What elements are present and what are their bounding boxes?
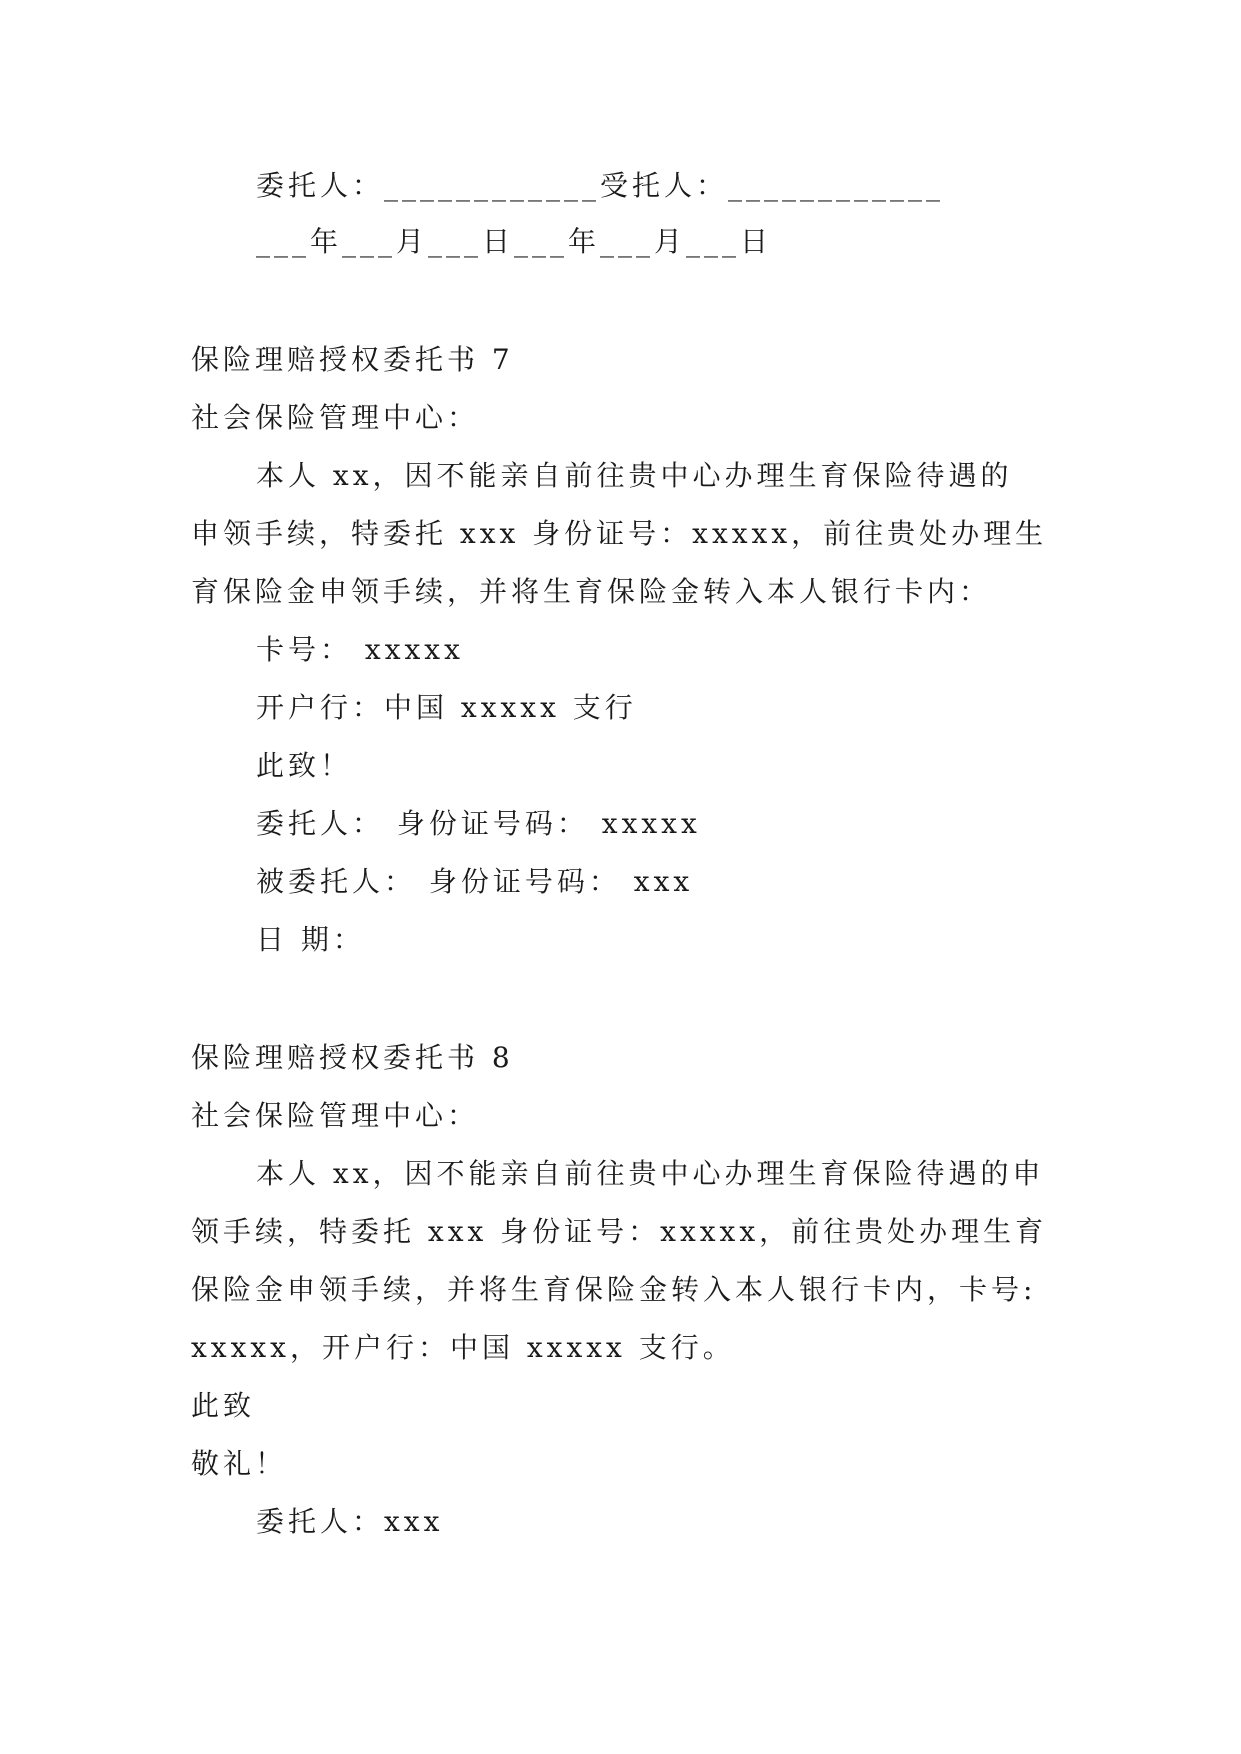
section8-body-line: 保险金申领手续，并将生育保险金转入本人银行卡内，卡号:: [191, 1273, 1037, 1306]
section7-body-line: 申领手续，特委托 xxx 身份证号：xxxxx，前往贵处办理生: [191, 517, 1048, 550]
section7-date: 日 期：: [256, 923, 365, 956]
section7-bank: 开户行：中国 xxxxx 支行: [256, 691, 637, 724]
section8-salutation: 敬礼！: [191, 1447, 288, 1480]
section8-title: 保险理赔授权委托书 8: [191, 1041, 514, 1074]
section8-recipient: 社会保险管理中心：: [191, 1099, 480, 1132]
section8-principal: 委托人：xxx: [256, 1505, 444, 1538]
top-signature-parties: 委托人：____________受托人：____________: [256, 169, 945, 202]
section7-body-line: 育保险金申领手续，并将生育保险金转入本人银行卡内：: [191, 575, 992, 608]
section7-recipient: 社会保险管理中心：: [191, 401, 480, 434]
section8-body-line: 本人 xx，因不能亲自前往贵中心办理生育保险待遇的申: [256, 1157, 1045, 1190]
top-signature-dates: ___年___月___日___年___月___日: [256, 225, 773, 258]
section7-agent: 被委托人： 身份证号码： xxx: [256, 865, 694, 898]
section7-closing: 此致！: [256, 749, 353, 782]
section7-card-number: 卡号： xxxxx: [256, 633, 464, 666]
section7-principal: 委托人： 身份证号码： xxxxx: [256, 807, 701, 840]
section7-body-line: 本人 xx，因不能亲自前往贵中心办理生育保险待遇的: [256, 459, 1013, 492]
section8-body-line: xxxxx，开户行：中国 xxxxx 支行。: [191, 1331, 735, 1364]
section8-body-line: 领手续，特委托 xxx 身份证号：xxxxx，前往贵处办理生育: [191, 1215, 1048, 1248]
section8-closing: 此致: [191, 1389, 256, 1422]
section7-title: 保险理赔授权委托书 7: [191, 343, 514, 376]
